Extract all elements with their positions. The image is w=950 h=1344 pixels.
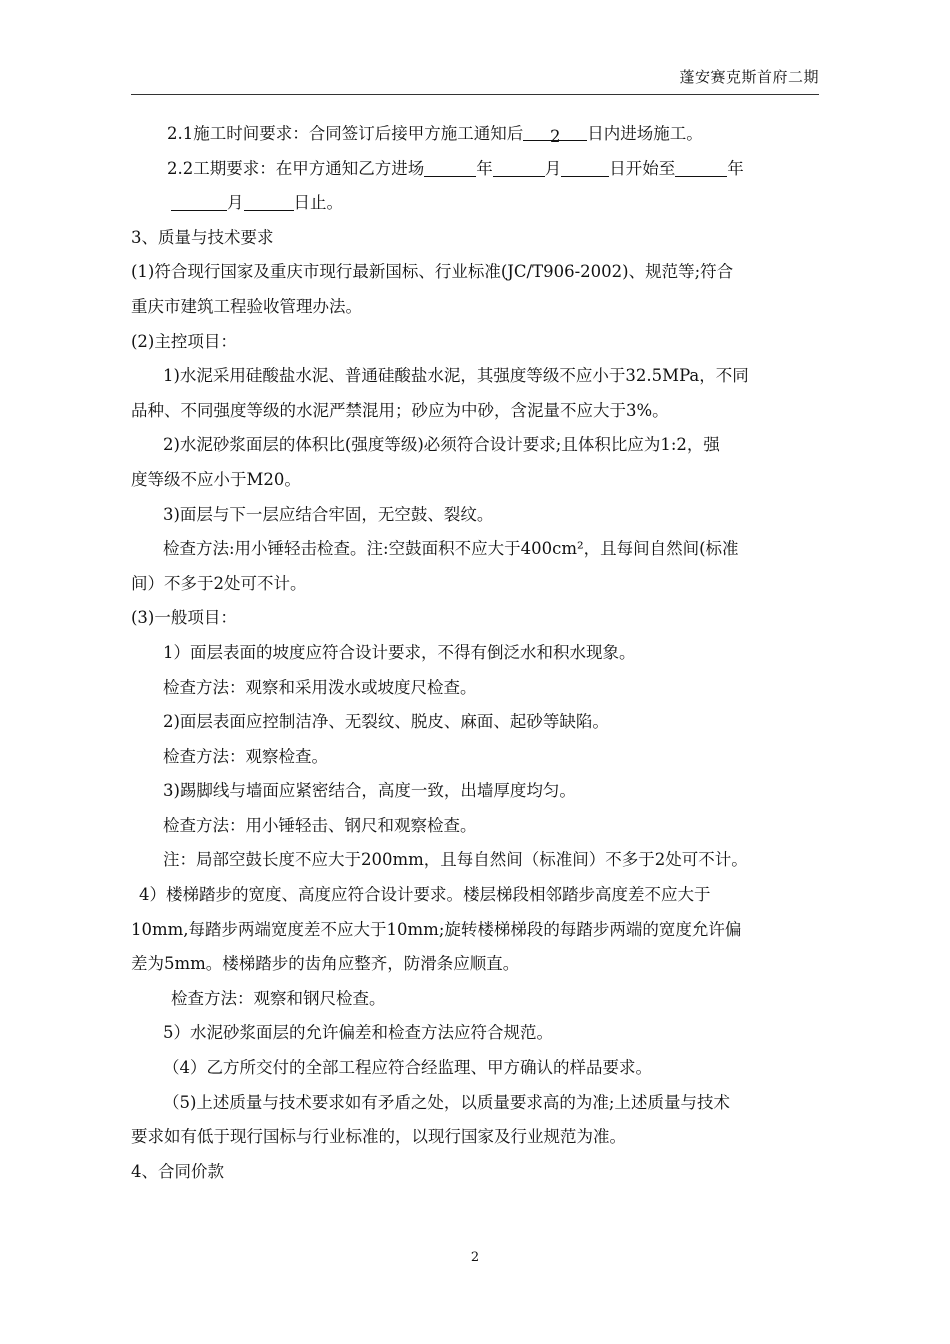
general-item-4-check: 检查方法：观察和钢尺检查。 <box>171 988 386 1008</box>
general-item-4-line-1: 4）楼梯踏步的宽度、高度应符合设计要求。楼层梯段相邻踏步高度差不应大于 <box>139 885 711 905</box>
general-item-1-check: 检查方法：观察和采用泼水或坡度尺检查。 <box>163 677 477 697</box>
start-month-blank <box>493 156 545 177</box>
clause-2-1-text: 2.1施工时间要求：合同签订后接甲方施工通知后 <box>167 124 524 143</box>
unit-year: 年 <box>727 158 744 178</box>
end-month-blank <box>171 190 227 211</box>
main-check-line-1: 检查方法:用小锤轻击检查。注:空鼓面积不应大于400cm²，且每间自然间(标准 <box>163 539 739 559</box>
entry-days-blank: 2 <box>523 120 587 141</box>
general-item-1: 1）面层表面的坡度应符合设计要求，不得有倒泛水和积水现象。 <box>163 642 636 662</box>
general-item-4-line-3: 差为5mm。楼梯踏步的齿角应整齐，防滑条应顺直。 <box>131 954 520 974</box>
clause-2-2 <box>131 152 821 187</box>
general-item-3-check: 检查方法：用小锤轻击、钢尺和观察检查。 <box>163 815 477 835</box>
para-4: （4）乙方所交付的全部工程应符合经监理、甲方确认的样品要求。 <box>163 1058 652 1078</box>
general-item-2: 2)面层表面应控制洁净、无裂纹、脱皮、麻面、起砂等缺陷。 <box>163 712 609 732</box>
general-item-3: 3)踢脚线与墙面应紧密结合，高度一致，出墙厚度均匀。 <box>163 781 576 801</box>
main-item-3: 3)面层与下一层应结合牢固，无空鼓、裂纹。 <box>163 504 494 524</box>
clause-2-1-suffix: 日内进场施工。 <box>587 124 703 143</box>
unit-month: 月 <box>544 158 562 178</box>
para-1-line-2: 重庆市建筑工程验收管理办法。 <box>131 296 362 316</box>
clause-2-2-text: 2.2工期要求：在甲方通知乙方进场 <box>167 158 425 178</box>
section-4-title: 4、合同价款 <box>131 1161 224 1181</box>
general-item-4-line-2: 10mm,每踏步两端宽度差不应大于10mm;旋转楼梯梯段的每踏步两端的宽度允许偏 <box>131 919 742 939</box>
para-5-line-2: 要求如有低于现行国标与行业标准的，以现行国家及行业规范为准。 <box>131 1127 626 1147</box>
clause-2-1 <box>131 117 821 152</box>
clause-2-2-cont <box>131 186 821 221</box>
section-3-title: 3、质量与技术要求 <box>131 227 274 247</box>
start-year-blank <box>424 156 476 177</box>
end-suffix: 日止。 <box>293 193 343 213</box>
main-item-1-line-2: 品种、不同强度等级的水泥严禁混用；砂应为中砂，含泥量不应大于3%。 <box>131 400 669 420</box>
main-item-2-line-1: 2)水泥砂浆面层的体积比(强度等级)必须符合设计要求;且体积比应为1:2，强 <box>163 435 720 455</box>
para-1-line-1: (1)符合现行国家及重庆市现行最新国标、行业标准(JC/T906-2002)、规范等;符合 <box>131 262 734 282</box>
end-year-blank <box>675 156 727 177</box>
start-day-blank <box>561 156 609 177</box>
para-2-title: (2)主控项目： <box>131 331 237 351</box>
end-day-blank <box>244 190 294 211</box>
main-check-line-2: 间）不多于2处可不计。 <box>131 573 307 593</box>
start-suffix: 日开始至 <box>609 158 676 178</box>
main-item-1-line-1: 1)水泥采用硅酸盐水泥、普通硅酸盐水泥，其强度等级不应小于32.5MPa，不同 <box>163 366 749 386</box>
header-rule <box>131 94 819 95</box>
general-item-3-note: 注：局部空鼓长度不应大于200mm，且每自然间（标准间）不多于2处可不计。 <box>163 850 748 870</box>
general-item-5: 5）水泥砂浆面层的允许偏差和检查方法应符合规范。 <box>163 1023 553 1043</box>
general-item-2-check: 检查方法：观察检查。 <box>163 746 328 766</box>
main-item-2-line-2: 度等级不应小于M20。 <box>131 469 301 489</box>
document-body <box>131 117 821 1189</box>
para-3-title: (3)一般项目： <box>131 608 237 628</box>
page-number: 2 <box>470 1250 480 1265</box>
unit-year: 年 <box>476 158 493 178</box>
running-header: 蓬安赛克斯首府二期 <box>679 68 819 86</box>
para-5-line-1: （5)上述质量与技术要求如有矛盾之处，以质量要求高的为准;上述质量与技术 <box>163 1092 730 1112</box>
unit-month: 月 <box>227 193 244 213</box>
